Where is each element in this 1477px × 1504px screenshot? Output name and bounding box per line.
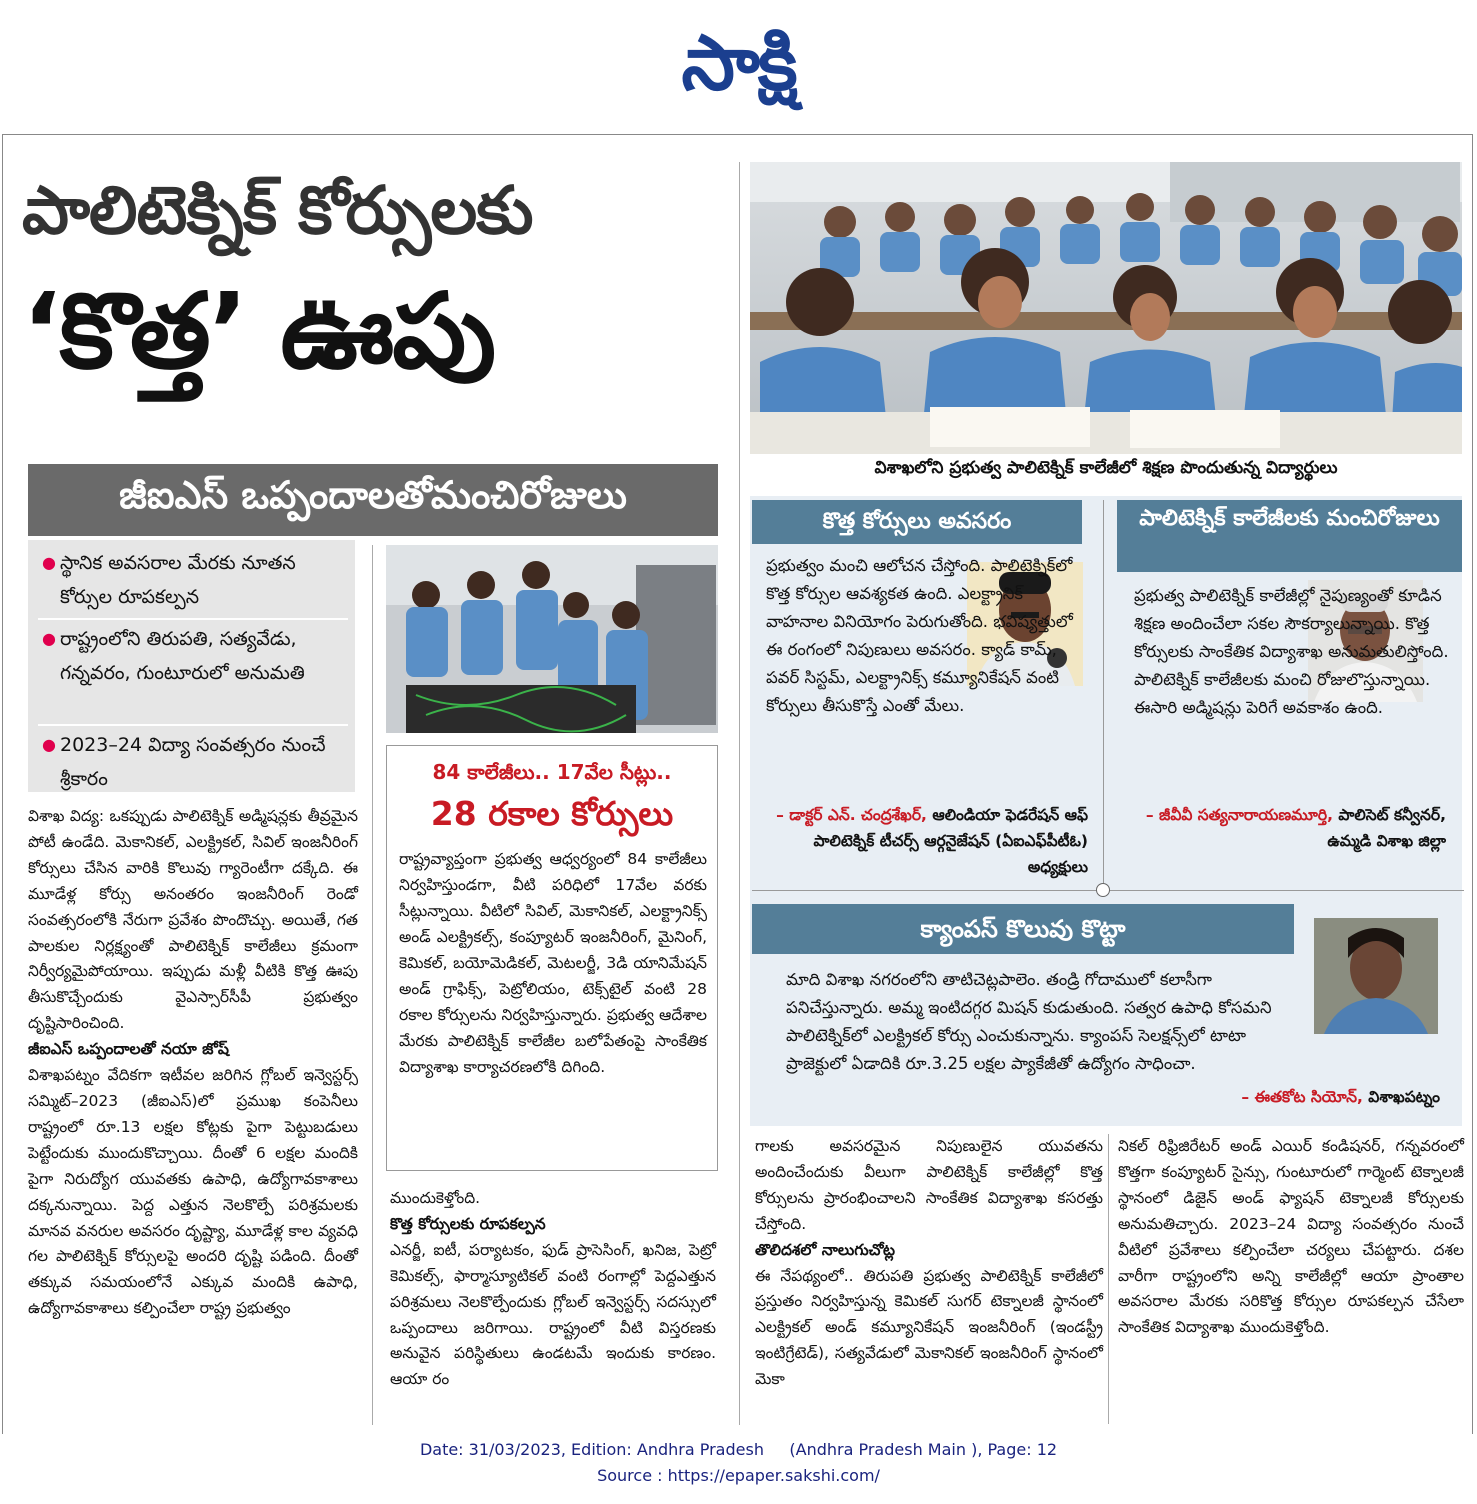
- article-subheading: కొత్త కోర్సులకు రూపకల్పన: [390, 1214, 546, 1233]
- article-column-1: [28, 804, 358, 1322]
- column-rule: [739, 162, 740, 1425]
- courses-info-box: [386, 745, 718, 1171]
- headline-line-2: ‘కొత్త’ ఊపు: [22, 270, 495, 392]
- divider: [1103, 500, 1104, 890]
- article-subheading: తొలిదశలో నాలుగుచోట్ల: [755, 1240, 895, 1259]
- quote-good-days-text: ప్రభుత్వ పాలిటెక్నిక్ కాలేజీల్లో నైపుణ్యంతో కూడిన శిక్షణ అందించేలా సకల సౌకర్యాలున్నాయి. కొత్త కోర్సులకు సాంకేతిక విద్యాశాఖ అనుమతులిస్తోంది. పాలిటెక్నిక్ కాలేజీలకు మంచి రోజులొస్తున్నాయి. ఈసారి అడ్మిషన్లు పెరిగే అవకాశం ఉంది.: [1134, 586, 1449, 717]
- quote-new-courses-attribution: [766, 802, 1088, 880]
- portrait-eethakota-sion: [1314, 918, 1438, 1034]
- quote-author-name: – జీవీవీ సత్యనారాయణమూర్తి,: [1145, 806, 1333, 824]
- courses-box-title: 28 రకాల కోర్సులు: [430, 794, 674, 833]
- highlight-item: ● 2023–24 విద్యా సంవత్సరం నుంచే శ్రీకారం: [42, 728, 347, 796]
- classroom-photo: [750, 162, 1462, 454]
- sakshi-logo: సాక్షి: [681, 18, 796, 107]
- courses-box-body: రాష్ట్రవ్యాప్తంగా ప్రభుత్వ ఆధ్వర్యంలో 84 కాలేజీలు నిర్వహిస్తుండగా, వీటి పరిధిలో 17వేల వరకు సీట్లున్నాయి. వీటిలో సివిల్, మెకానికల్, ఎలక్ట్రానిక్స్ అండ్ ఎలక్ట్రికల్స్, కంప్యూటర్ ఇంజనీరింగ్, మైనింగ్, కెమికల్, బయోమెడికల్, మెటలర్జీ, 3డి యానిమేషన్ అండ్ గ్రాఫిక్స్, పెట్రోలియం, టెక్స్‌టైల్ వంటి 28 రకాల కోర్సులను నిర్వహిస్తున్నారు. ప్రభుత్వ ఆదేశాల మేరకు పాలిటెక్నిక్ కాలేజీల బలోపేతంపై సాంకేతిక విద్యాశాఖ కార్యాచరణలోకి దిగింది.: [399, 850, 707, 1076]
- article-paragraph: ఎనర్జీ, ఐటీ, పర్యాటకం, ఫుడ్ ప్రాసెసింగ్, ఖనిజ, పెట్రో కెమికల్స్, ఫార్మాస్యూటికల్ వంటి రంగాల్లో పెద్దఎత్తున పరిశ్రమలు నెలకొల్పేందుకు గ్లోబల్ ఇన్వెస్టర్స్ సదస్సులో ఒప్పందాలు జరిగాయి. రాష్ట్రంలో వీటి విస్తరణకు అనువైన పరిస్థితులు ఉండటమే ఇందుకు కారణం. ఆయా రం: [390, 1240, 716, 1389]
- quote-good-days-attribution: [1124, 802, 1446, 854]
- panel-title-good-days: పాలిటెక్నిక్ కాలేజీలకు మంచిరోజులు: [1117, 500, 1462, 572]
- article-paragraph: ముందుకెళ్తోంది.: [390, 1189, 481, 1207]
- quote-new-courses-text: ప్రభుత్వం మంచి ఆలోచన చేస్తోంది. పాలిటెక్నిక్‌లో కొత్త కోర్సుల ఆవశ్యకత ఉంది. ఎలక్ట్రానిక్ వాహనాల వినియోగం పెరుగుతోంది. భవిష్యత్తులో ఈ రంగంలో నిపుణులు అవసరం. క్యాడ్ కామ్, పవర్ సిస్టమ్, ఎలక్ట్రానిక్స్ కమ్యూనికేషన్ వంటి కోర్సులు తీసుకొస్తే ఎంతో మేలు.: [766, 556, 1073, 715]
- article-column-3: [755, 1134, 1103, 1393]
- quote-author-name: – డాక్టర్ ఎన్. చంద్రశేఖర్,: [776, 806, 927, 824]
- highlights-box: [28, 540, 355, 792]
- footer-source: Source : https://epaper.sakshi.com/: [597, 1466, 880, 1485]
- quote-campus-job-text: మాది విశాఖ నగరంలోని తాటిచెట్లపాలెం. తండ్రి గోదాములో కలాసీగా పనిచేస్తున్నారు. అమ్మ ఇంటిదగ్గర మిషన్ కుడుతుంది. సత్వర ఉపాధి కోసమని పాలిటెక్నిక్‌లో ఎలక్ట్రికల్ కోర్సు ఎంచుకున్నాను. క్యాంపస్ సెలక్షన్స్‌లో టాటా ప్రాజెక్టులో ఏడాదికి రూ.3.25 లక్షల ప్యాకేజీతో ఉద్యోగం సాధించా.: [786, 970, 1272, 1073]
- article-subheading: జీఐఎస్ ఒప్పందాలతో నయా జోష్: [28, 1040, 229, 1059]
- subhead-banner: జీఐఎస్ ఒప్పందాలతోమంచిరోజులు: [28, 464, 718, 536]
- masthead: [0, 0, 1477, 134]
- footer-edition-info: Date: 31/03/2023, Edition: Andhra Pradesh (Andhra Pradesh Main ), Page: 12: [419, 1440, 1058, 1459]
- bullet-dot-icon: ●: [42, 629, 56, 648]
- quote-author-role: పాలిసెట్ కన్వీనర్, ఉమ్మడి విశాఖ జిల్లా: [1327, 806, 1446, 850]
- highlight-item: ● స్థానిక అవసరాల మేరకు నూతన కోర్సుల రూపకల్పన: [42, 546, 347, 614]
- bullet-dot-icon: ●: [42, 553, 56, 572]
- quote-campus-job-attribution: [1060, 1084, 1440, 1110]
- column-rule: [372, 545, 373, 1425]
- article-paragraph: గాలకు అవసరమైన నిపుణులైన యువతను అందించేందుకు వీలుగా పాలిటెక్నిక్ కాలేజీల్లో కొత్త కోర్సులను ప్రారంభించాలని సాంకేతిక విద్యాశాఖ కసరత్తు చేస్తోంది.: [755, 1137, 1103, 1233]
- divider: [38, 618, 348, 620]
- headline-line-1: పాలిటెక్నిక్ కోర్సులకు: [22, 172, 533, 249]
- quote-author-name: – ఈతకోట సియోన్,: [1241, 1088, 1363, 1106]
- panel-title-new-courses: కొత్త కోర్సులు అవసరం: [752, 500, 1082, 544]
- article-paragraph: నికల్ రిఫ్రిజిరేటర్ అండ్ ఎయిర్ కండిషనర్, గన్నవరంలో కొత్తగా కంప్యూటర్ సైన్సు, గుంటూరులో గార్మెంట్ టెక్నాలజీ స్థానంలో డిజైన్ అండ్ ఫ్యాషన్ టెక్నాలజీ కోర్సులకు అనుమతిచ్చారు. 2023–24 విద్యా సంవత్సరం నుంచే వీటిలో ప్రవేశాలు కల్పించేలా చర్యలు చేపట్టారు. దశల వారీగా రాష్ట్రంలోని అన్ని కాలేజీల్లో ఆయా ప్రాంతాల అవసరాల మేరకు సరికొత్త కోర్సుల రూపకల్పన చేసేలా సాంకేతిక విద్యాశాఖ ముందుకెళ్తోంది.: [1118, 1137, 1464, 1337]
- divider: [38, 724, 348, 726]
- quote-author-role: ఆలిండియా ఫెడరేషన్ ఆఫ్ పాలిటెక్నిక్ టీచర్స్ ఆర్గనైజేషన్ (ఏఐఎఫ్‌పీటీఓ) అధ్యక్షులు: [813, 806, 1088, 876]
- column-rule: [1108, 1134, 1109, 1424]
- article-paragraph: ఈ నేపథ్యంలో.. తిరుపతి ప్రభుత్వ పాలిటెక్నిక్ కాలేజీలో ప్రస్తుతం నిర్వహిస్తున్న కెమికల్ సుగర్ టెక్నాలజీ స్థానంలో ఎలక్ట్రికల్ అండ్ కమ్యూనికేషన్ ఇంజనీరింగ్ (ఇండస్ట్రీ ఇంటిగ్రేటెడ్), సత్యవేడులో మెకానికల్ ఇంజనీరింగ్ స్థానంలో మెకా: [755, 1266, 1103, 1389]
- panel-title-campus-job: క్యాంపస్ కొలువు కొట్టా: [752, 904, 1294, 954]
- classroom-photo-caption: విశాఖలోని ప్రభుత్వ పాలిటెక్నిక్ కాలేజీలో శిక్షణ పొందుతున్న విద్యార్థులు: [874, 458, 1338, 478]
- highlight-item: ● రాష్ట్రంలోని తిరుపతి, సత్యవేడు, గన్నవరం, గుంటూరులో అనుమతి: [42, 622, 347, 690]
- lab-photo: [386, 545, 718, 733]
- bullet-dot-icon: ●: [42, 735, 56, 754]
- article-paragraph: విశాఖపట్నం వేదికగా ఇటీవల జరిగిన గ్లోబల్ ఇన్వెస్టర్స్ సమ్మిట్–2023 (జీఐఎస్)లో ప్రముఖ కంపెనీలు రాష్ట్రంలో రూ.13 లక్షల కోట్లకు పైగా పెట్టుబడులు పెట్టేందుకు ముందుకొచ్చాయి. దీంతో 6 లక్షల మందికి పైగా నిరుద్యోగ యువతకు ఉపాధి, ఉద్యోగావకాశాలు దక్కనున్నాయి. పెద్ద ఎత్తున నెలకొల్పే పరిశ్రమలకు మానవ వనరుల అవసరం దృష్ట్యా, మూడేళ్ల కాల వ్యవధి గల పాలిటెక్నిక్ కోర్సులపై అందరి దృష్టి పడింది. దీంతో తక్కువ సమయంలోనే ఎక్కువ మందికి ఉపాధి, ఉద్యోగావకాశాలు కల్పించేలా రాష్ట్ర ప్రభుత్వం: [28, 1066, 358, 1318]
- article-paragraph: విశాఖ విద్య: ఒకప్పుడు పాలిటెక్నిక్ అడ్మిషన్లకు తీవ్రమైన పోటీ ఉండేది. మెకానికల్, ఎలక్ట్రికల్, సివిల్ ఇంజనీరింగ్ కోర్సులు చేసిన వారికి కొలువు గ్యారెంటీగా దక్కేది. ఈ మూడేళ్ల కోర్సు అనంతరం ఇంజనీరింగ్ రెండో సంవత్సరంలోకి నేరుగా ప్రవేశం పొందొచ్చు. అయితే, గత పాలకుల నిర్లక్ష్యంతో పాలిటెక్నిక్ కాలేజీలు క్రమంగా నిర్వీర్యమైపోయాయి. ఇప్పుడు మళ్లీ వీటికి కొత్త ఊపు తీసుకొచ్చేందుకు వైఎస్సార్‌సీపీ ప్రభుత్వం దృష్టిసారించింది.: [28, 807, 358, 1033]
- courses-box-kicker: 84 కాలేజీలు.. 17వేల సీట్లు..: [432, 760, 672, 784]
- divider-knob-icon: [1096, 883, 1110, 897]
- quote-author-role: విశాఖపట్నం: [1368, 1088, 1440, 1106]
- article-column-4: [1118, 1134, 1464, 1341]
- article-column-2: [390, 1186, 716, 1393]
